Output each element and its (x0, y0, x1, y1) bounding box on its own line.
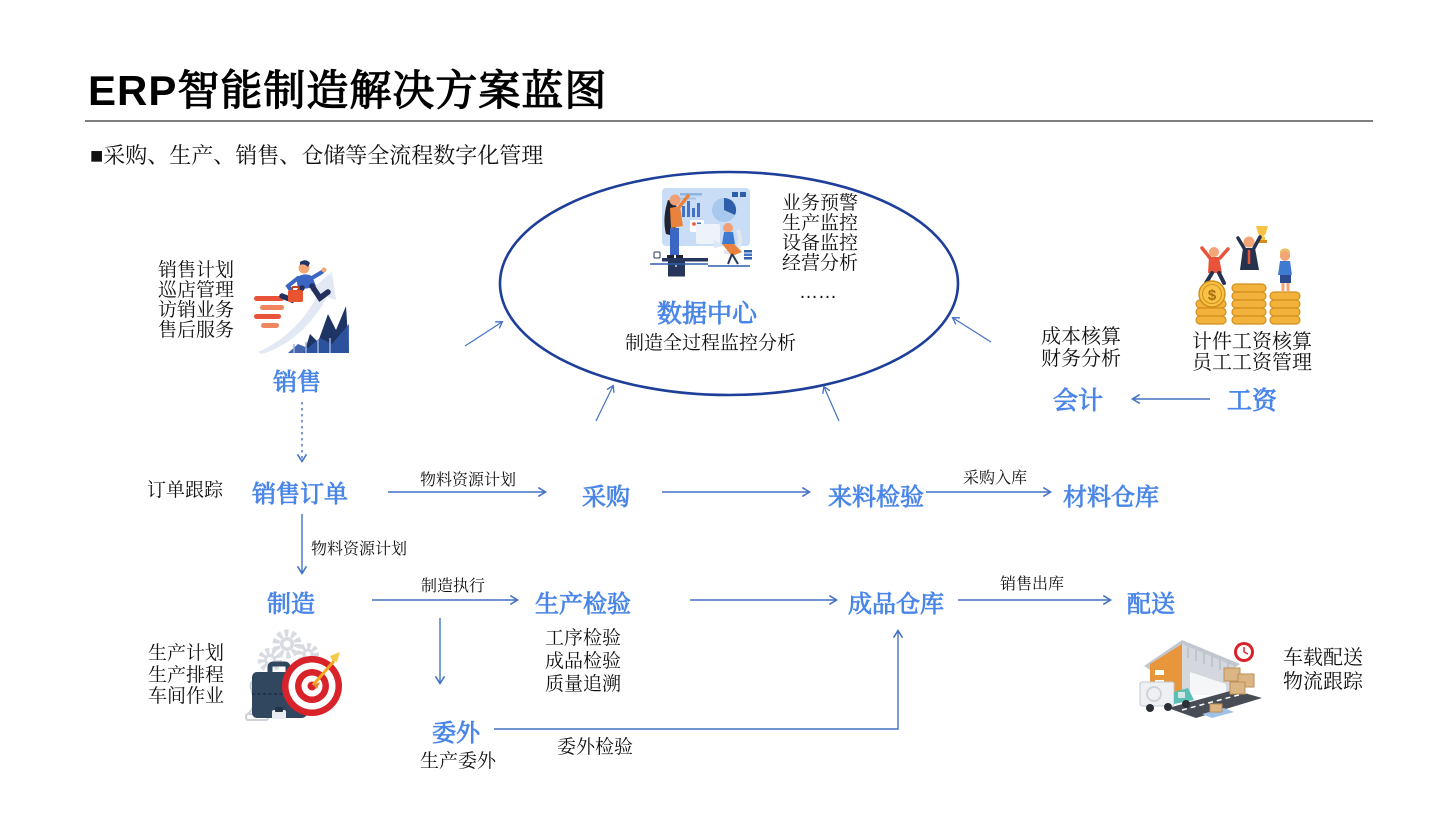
label-sales-outbound: 销售出库 (1000, 576, 1065, 593)
sales-growth-arrow-illustration (254, 256, 350, 354)
node-sales: 销售 (273, 369, 321, 396)
manufacturing-notes: 生产计划 生产排程 车间作业 (148, 643, 225, 707)
label-purchase-inbound: 采购入库 (963, 470, 1028, 487)
label-outsourcing-inspection: 委外检验 (557, 737, 634, 758)
page-subtitle: ■采购、生产、销售、仓储等全流程数字化管理 (90, 143, 544, 168)
node-manufacturing: 制造 (267, 591, 315, 618)
sales-order-note: 订单跟踪 (147, 480, 224, 501)
payroll-notes: 计件工资核算 员工工资管理 (1192, 331, 1312, 374)
label-manufacturing-execution: 制造执行 (421, 578, 486, 595)
node-finished-warehouse: 成品仓库 (848, 591, 944, 618)
node-purchase: 采购 (582, 484, 630, 511)
sales-notes: 销售计划 巡店管理 访销业务 售后服务 (158, 260, 235, 341)
node-incoming-inspection: 来料检验 (828, 484, 924, 511)
label-mrp-to-manufacturing: 物料资源计划 (311, 541, 408, 558)
warehouse-truck-logistics-illustration (1138, 634, 1262, 732)
monitor-item: 设备监控 (782, 233, 859, 254)
node-delivery: 配送 (1127, 591, 1175, 618)
target-briefcase-gears-illustration (240, 628, 342, 728)
page-title: ERP智能制造解决方案蓝图 (88, 67, 608, 114)
data-dashboard-presentation-illustration (648, 188, 752, 280)
node-production-inspection: 生产检验 (535, 591, 631, 618)
node-outsourcing: 委外 (432, 720, 480, 747)
monitor-item: 业务预警 (782, 193, 859, 214)
delivery-notes: 车载配送 物流跟踪 (1283, 647, 1363, 693)
node-material-warehouse: 材料仓库 (1063, 484, 1159, 511)
node-accounting: 会计 (1053, 387, 1104, 415)
node-payroll: 工资 (1227, 387, 1278, 415)
monitor-item: 生产监控 (782, 213, 859, 234)
svg-text:$: $ (1207, 287, 1217, 304)
production-inspection-notes: 工序检验 成品检验 质量追溯 (545, 628, 622, 695)
label-mrp-to-purchase: 物料资源计划 (420, 472, 517, 489)
monitor-item: 经营分析 (782, 253, 859, 274)
hub-ellipsis: …… (799, 282, 837, 303)
node-sales-order: 销售订单 (252, 481, 348, 508)
hub-caption: 制造全过程监控分析 (625, 333, 797, 354)
title-divider (85, 120, 1373, 122)
salary-award-podium-illustration (1192, 224, 1304, 326)
outsourcing-note: 生产委外 (420, 751, 497, 772)
node-data-center: 数据中心 (657, 300, 758, 328)
accounting-notes: 成本核算 财务分析 (1041, 326, 1121, 370)
hub-monitor-list (782, 194, 858, 274)
